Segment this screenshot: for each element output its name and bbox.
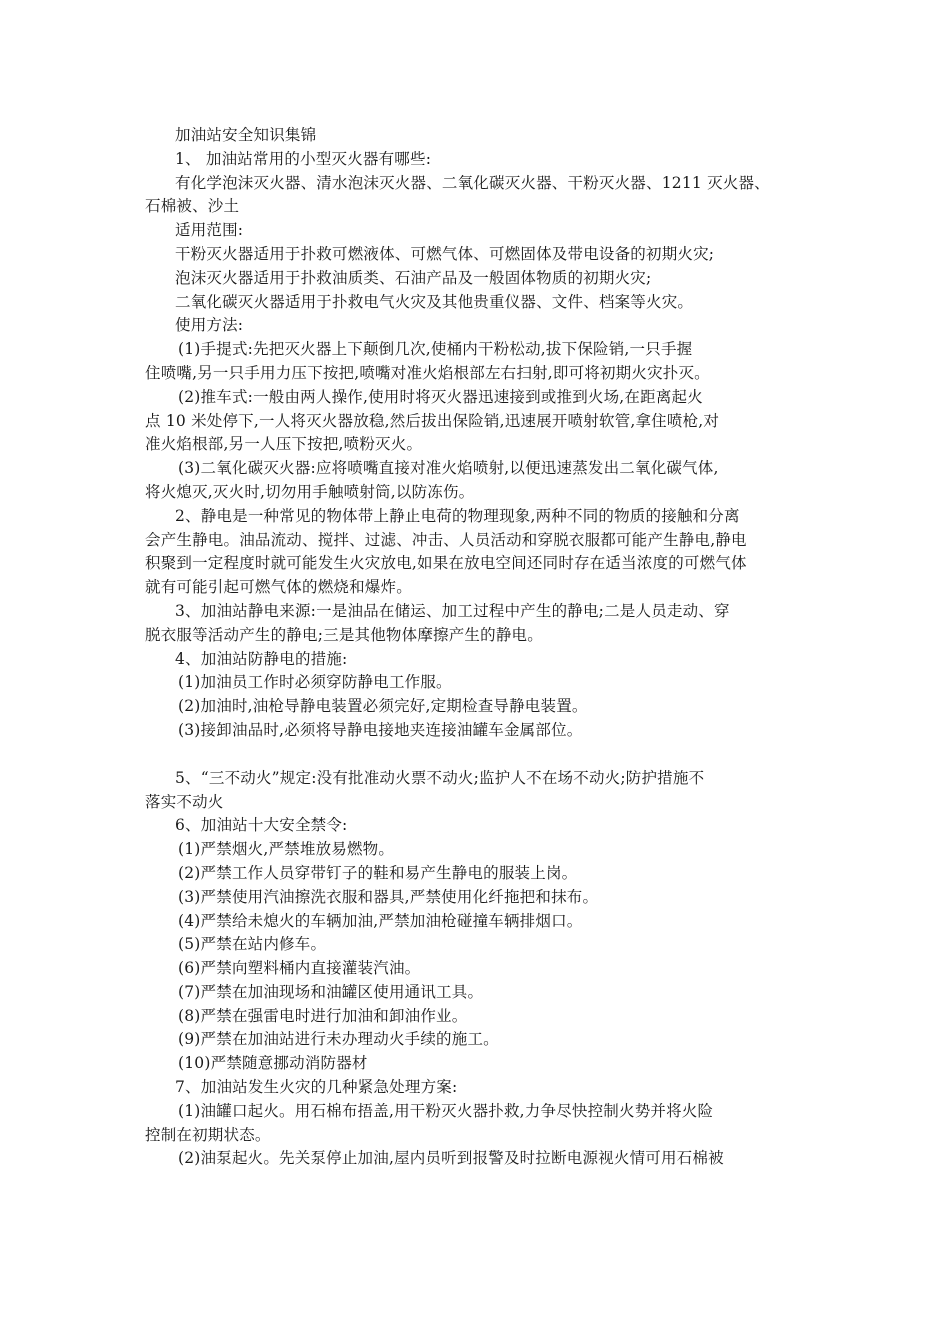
paragraph-line: (3)二氧化碳灭火器:应将喷嘴直接对准火焰喷射,以便迅速蒸发出二氧化碳气体, (178, 459, 719, 478)
list-item: (6)严禁向塑料桶内直接灌装汽油。 (178, 959, 421, 978)
paragraph-line: 脱衣服等活动产生的静电;三是其他物体摩擦产生的静电。 (145, 625, 543, 644)
paragraph-line: 积聚到一定程度时就可能发生火灾放电,如果在放电空间还同时存在适当浓度的可燃气体 (145, 554, 747, 573)
section-1-heading: 1、 加油站常用的小型灭火器有哪些: (175, 149, 432, 168)
blank-line (145, 743, 817, 767)
list-item: (3)严禁使用汽油擦洗衣服和器具,严禁使用化纤拖把和抹布。 (178, 887, 599, 906)
paragraph-line: 有化学泡沫灭火器、清水泡沫灭火器、二氧化碳灭火器、干粉灭火器、1211 灭火器、 (175, 173, 770, 192)
paragraph-line: 准火焰根部,另一人压下按把,喷粉灭火。 (145, 435, 423, 454)
list-item: (1)加油员工作时必须穿防静电工作服。 (178, 673, 452, 692)
section-5-paragraph: 5、“三不动火”规定:没有批准动火票不动火;监护人不在场不动火;防护措施不 (175, 768, 705, 787)
paragraph-line: (1)手提式:先把灭火器上下颠倒几次,使桶内干粉松动,拔下保险销,一只手握 (178, 340, 693, 359)
paragraph-line: 就有可能引起可燃气体的燃烧和爆炸。 (145, 578, 412, 597)
list-item: (9)严禁在加油站进行未办理动火手续的施工。 (178, 1030, 499, 1049)
section-7-heading: 7、加油站发生火灾的几种紧急处理方案: (175, 1078, 458, 1097)
section-4-heading: 4、加油站防静电的措施: (175, 649, 348, 668)
list-item: (4)严禁给未熄火的车辆加油,严禁加油枪碰撞车辆排烟口。 (178, 911, 583, 930)
paragraph-line: 点 10 米处停下,一人将灭火器放稳,然后拔出保险销,迅速展开喷射软管,拿住喷枪,对 (145, 411, 720, 430)
paragraph-line: 控制在初期状态。 (145, 1125, 271, 1144)
paragraph-line: (2)推车式:一般由两人操作,使用时将灭火器迅速接到或推到火场,在距离起火 (178, 387, 703, 406)
paragraph-line: 将火熄灭,灭火时,切勿用手触喷射筒,以防冻伤。 (145, 482, 475, 501)
list-item: (5)严禁在站内修车。 (178, 935, 327, 954)
paragraph-line: 泡沫灭火器适用于扑救油质类、石油产品及一般固体物质的初期火灾; (175, 268, 652, 287)
list-item: (1)油罐口起火。用石棉布捂盖,用干粉灭火器扑救,力争尽快控制火势并将火险 (178, 1101, 714, 1120)
subheading-usage: 使用方法: (175, 316, 244, 335)
list-item: (7)严禁在加油现场和油罐区使用通讯工具。 (178, 982, 484, 1001)
list-item: (2)严禁工作人员穿带钉子的鞋和易产生静电的服装上岗。 (178, 863, 578, 882)
list-item: (2)油泵起火。先关泵停止加油,屋内员听到报警及时拉断电源视火情可用石棉被 (178, 1149, 724, 1168)
section-2-paragraph: 2、静电是一种常见的物体带上静止电荷的物理现象,两种不同的物质的接触和分离 (175, 506, 740, 525)
list-item: (2)加油时,油枪导静电装置必须完好,定期检查导静电装置。 (178, 697, 588, 716)
list-item: (1)严禁烟火,严禁堆放易燃物。 (178, 840, 395, 859)
section-6-heading: 6、加油站十大安全禁令: (175, 816, 348, 835)
paragraph-line: 落实不动火 (145, 792, 224, 811)
document-title: 加油站安全知识集锦 (175, 126, 317, 144)
subheading-scope: 适用范围: (175, 221, 244, 240)
list-item: (3)接卸油品时,必须将导静电接地夹连接油罐车金属部位。 (178, 720, 583, 739)
paragraph-line: 干粉灭火器适用于扑救可燃液体、可燃气体、可燃固体及带电设备的初期火灾; (175, 244, 715, 263)
paragraph-line: 石棉被、沙土 (145, 197, 240, 216)
list-item: (8)严禁在强雷电时进行加油和卸油作业。 (178, 1006, 468, 1025)
paragraph-line: 住喷嘴,另一只手用力压下按把,喷嘴对准火焰根部左右扫射,即可将初期火灾扑灭。 (145, 363, 710, 382)
list-item: (10)严禁随意挪动消防器材 (178, 1054, 368, 1073)
document-body (145, 124, 817, 1171)
paragraph-line: 会产生静电。油品流动、搅拌、过滤、冲击、人员活动和穿脱衣服都可能产生静电,静电 (145, 530, 747, 549)
section-3-paragraph: 3、加油站静电来源:一是油品在储运、加工过程中产生的静电;二是人员走动、穿 (175, 601, 730, 620)
paragraph-line: 二氧化碳灭火器适用于扑救电气火灾及其他贵重仪器、文件、档案等火灾。 (175, 292, 694, 311)
